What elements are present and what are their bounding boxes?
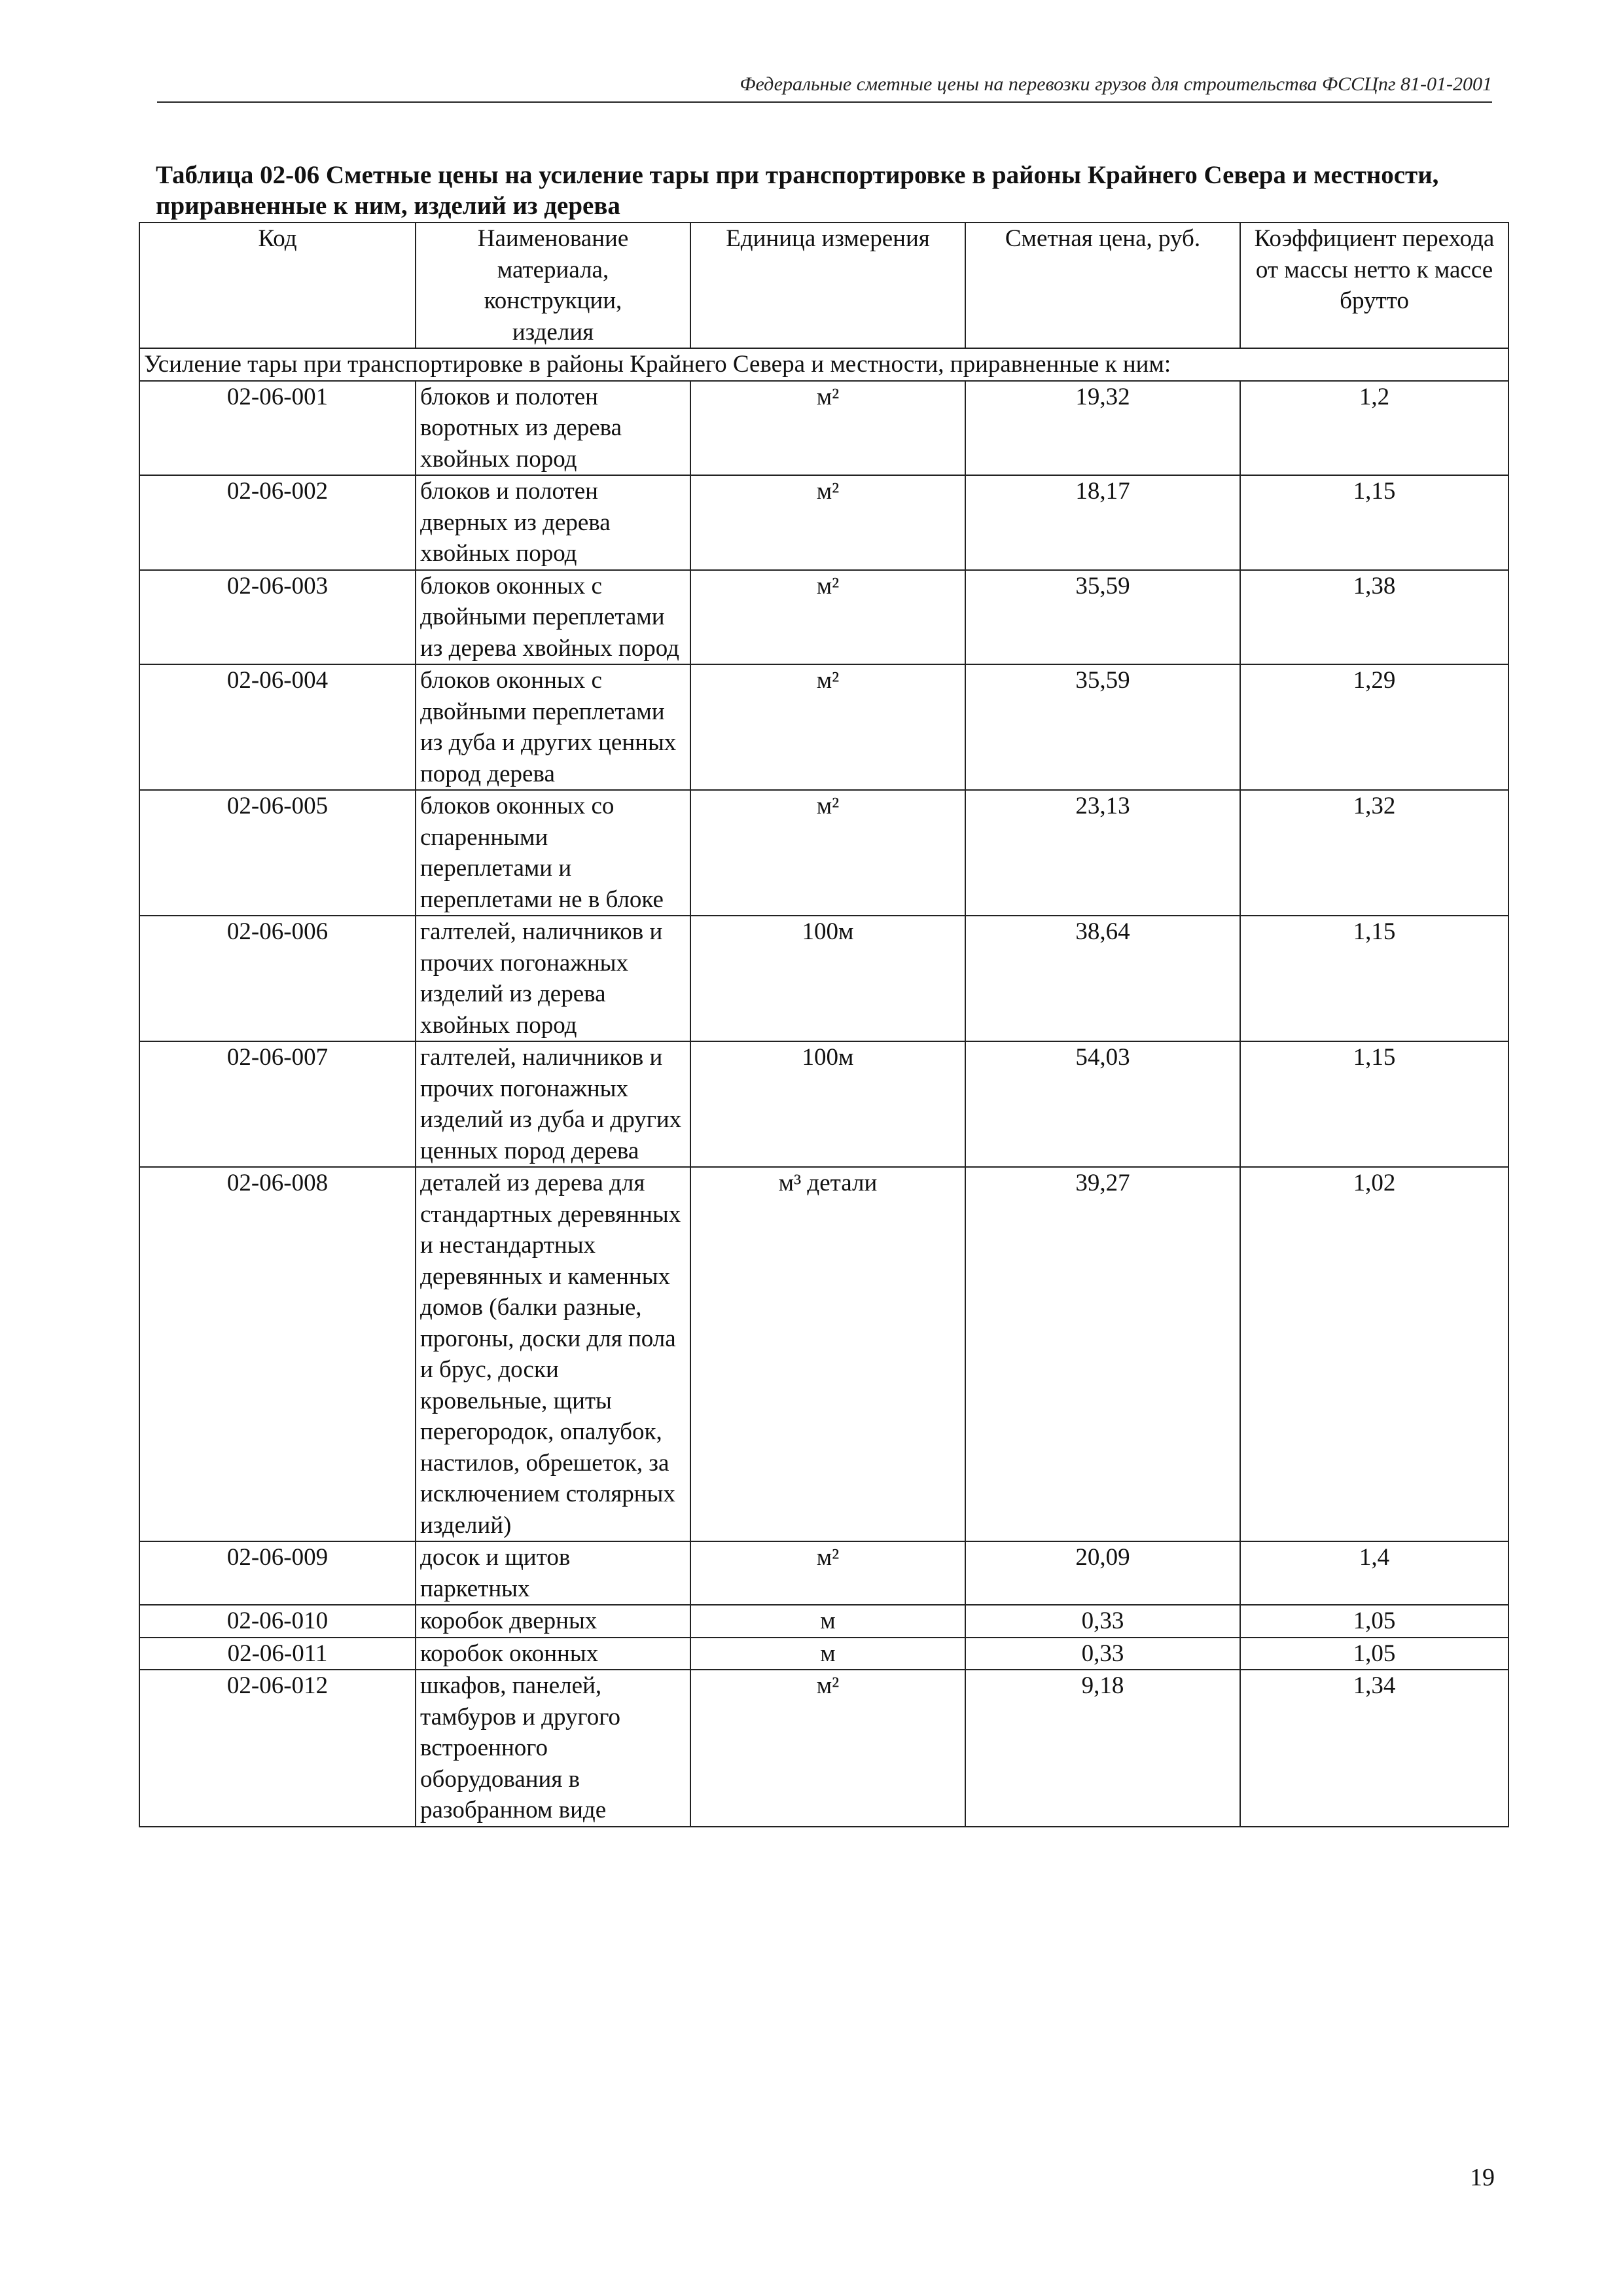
table-row — [139, 916, 1508, 1041]
cell-code: 02-06-003 — [139, 570, 416, 665]
table-row — [139, 1041, 1508, 1167]
cell-name: галтелей, наличников и прочих погонажных изделий из дерева хвойных пород — [416, 916, 690, 1041]
cell-unit: м² — [690, 570, 965, 665]
cell-coef: 1,15 — [1240, 475, 1508, 570]
cell-price: 38,64 — [965, 916, 1240, 1041]
header-rule — [157, 101, 1492, 103]
table-header-row — [139, 223, 1508, 348]
cell-coef: 1,15 — [1240, 1041, 1508, 1167]
cell-unit: м² — [690, 475, 965, 570]
cell-coef: 1,2 — [1240, 381, 1508, 476]
table-row — [139, 1670, 1508, 1827]
running-header: Федеральные сметные цены на перевозки грузов для строительства ФССЦпг 81-01-2001 — [740, 73, 1492, 95]
cell-code: 02-06-001 — [139, 381, 416, 476]
cell-price: 54,03 — [965, 1041, 1240, 1167]
cell-unit: 100м — [690, 916, 965, 1041]
cell-unit: м — [690, 1605, 965, 1638]
cell-name: шкафов, панелей, тамбуров и другого встроенного оборудования в разобранном виде — [416, 1670, 690, 1827]
table-row — [139, 1167, 1508, 1541]
table-row — [139, 1605, 1508, 1638]
cell-price: 9,18 — [965, 1670, 1240, 1827]
table-row — [139, 664, 1508, 790]
cell-unit: 100м — [690, 1041, 965, 1167]
table-row — [139, 790, 1508, 916]
cell-coef: 1,38 — [1240, 570, 1508, 665]
cell-coef: 1,02 — [1240, 1167, 1508, 1541]
cell-unit: м² — [690, 381, 965, 476]
cell-name: досок и щитов паркетных — [416, 1541, 690, 1605]
cell-name: блоков оконных с двойными переплетами из дуба и других ценных пород дерева — [416, 664, 690, 790]
cell-unit: м³ детали — [690, 1167, 965, 1541]
cell-coef: 1,15 — [1240, 916, 1508, 1041]
table-row — [139, 1541, 1508, 1605]
table-row — [139, 1638, 1508, 1670]
column-header-coef: Коэффициент перехода от массы нетто к массе брутто — [1240, 223, 1508, 348]
cell-code: 02-06-007 — [139, 1041, 416, 1167]
cell-unit: м² — [690, 1670, 965, 1827]
cell-code: 02-06-008 — [139, 1167, 416, 1541]
cell-coef: 1,32 — [1240, 790, 1508, 916]
table-row — [139, 570, 1508, 665]
cell-code: 02-06-006 — [139, 916, 416, 1041]
cell-code: 02-06-002 — [139, 475, 416, 570]
cell-price: 23,13 — [965, 790, 1240, 916]
cell-name: галтелей, наличников и прочих погонажных изделий из дуба и других ценных пород дерева — [416, 1041, 690, 1167]
cell-coef: 1,34 — [1240, 1670, 1508, 1827]
cell-code: 02-06-012 — [139, 1670, 416, 1827]
column-header-code: Код — [139, 223, 416, 348]
table-row — [139, 381, 1508, 476]
cell-code: 02-06-005 — [139, 790, 416, 916]
cell-name: блоков и полотен воротных из дерева хвойных пород — [416, 381, 690, 476]
cell-price: 0,33 — [965, 1605, 1240, 1638]
cell-name: деталей из дерева для стандартных деревянных и нестандартных деревянных и каменных домов (балки разные, прогоны, доски для пола и брус, доски кровельные, щиты перегородок, опалубок, настилов, обрешеток, за исключением столярных изделий) — [416, 1167, 690, 1541]
cell-code: 02-06-011 — [139, 1638, 416, 1670]
cell-unit: м² — [690, 1541, 965, 1605]
cell-price: 35,59 — [965, 664, 1240, 790]
cell-price: 35,59 — [965, 570, 1240, 665]
cell-unit: м² — [690, 790, 965, 916]
cell-name: коробок дверных — [416, 1605, 690, 1638]
page-number: 19 — [1470, 2164, 1495, 2191]
column-header-name: Наименование материала, конструкции, изделия — [416, 223, 690, 348]
cell-coef: 1,05 — [1240, 1605, 1508, 1638]
column-header-price: Сметная цена, руб. — [965, 223, 1240, 348]
cell-code: 02-06-009 — [139, 1541, 416, 1605]
group-heading-row — [139, 348, 1508, 381]
table-row — [139, 475, 1508, 570]
cell-name: блоков оконных со спаренными переплетами и переплетами не в блоке — [416, 790, 690, 916]
cell-price: 18,17 — [965, 475, 1240, 570]
cell-unit: м — [690, 1638, 965, 1670]
cell-code: 02-06-004 — [139, 664, 416, 790]
cell-name: коробок оконных — [416, 1638, 690, 1670]
cell-coef: 1,29 — [1240, 664, 1508, 790]
cell-coef: 1,4 — [1240, 1541, 1508, 1605]
group-heading: Усиление тары при транспортировке в районы Крайнего Севера и местности, приравненные к ним: — [139, 348, 1508, 381]
cell-price: 0,33 — [965, 1638, 1240, 1670]
cell-name: блоков и полотен дверных из дерева хвойных пород — [416, 475, 690, 570]
table-title: Таблица 02-06 Сметные цены на усиление тары при транспортировке в районы Крайнего Севера и местности, приравненные к ним, изделий из дерева — [156, 161, 1439, 220]
cell-name: блоков оконных с двойными переплетами из дерева хвойных пород — [416, 570, 690, 665]
cell-price: 39,27 — [965, 1167, 1240, 1541]
cell-price: 19,32 — [965, 381, 1240, 476]
column-header-unit: Единица измерения — [690, 223, 965, 348]
price-table — [139, 222, 1509, 1827]
cell-price: 20,09 — [965, 1541, 1240, 1605]
cell-unit: м² — [690, 664, 965, 790]
cell-coef: 1,05 — [1240, 1638, 1508, 1670]
cell-code: 02-06-010 — [139, 1605, 416, 1638]
